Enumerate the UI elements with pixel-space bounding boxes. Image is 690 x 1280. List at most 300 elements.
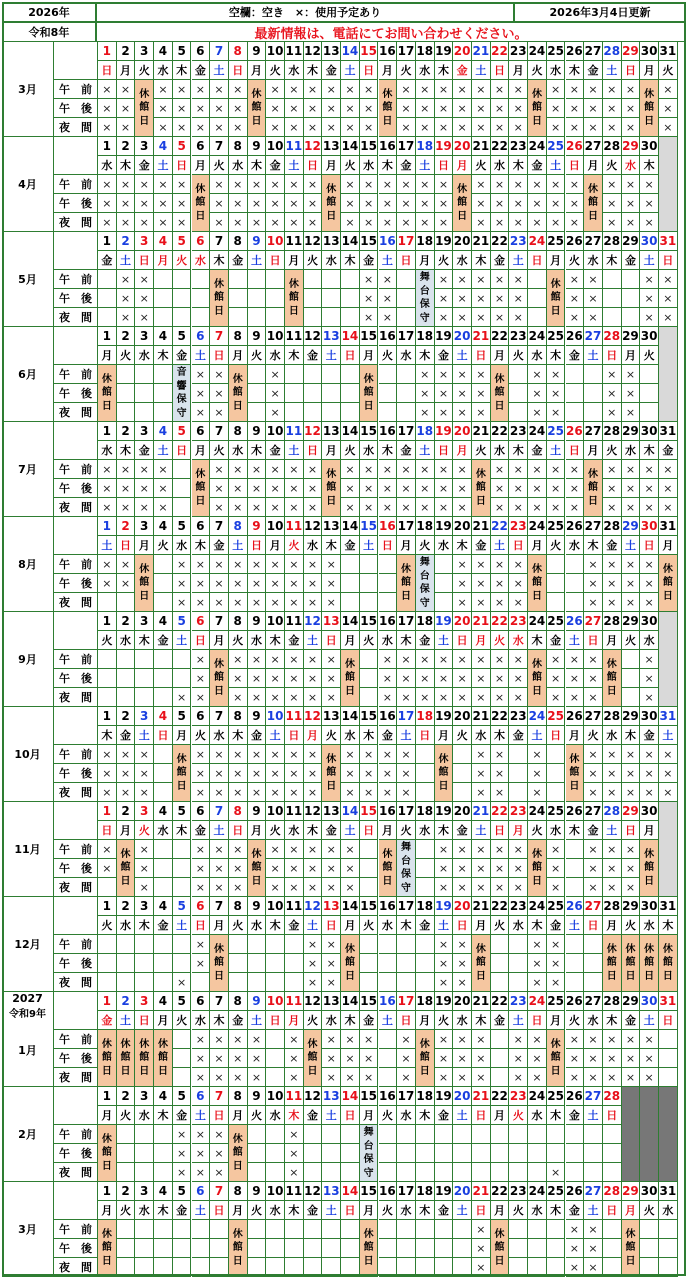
slot-cell — [248, 384, 267, 403]
day-number: 15 — [360, 517, 379, 536]
weekday: 金 — [397, 441, 416, 460]
day-number: 21 — [472, 137, 491, 156]
weekday: 月 — [229, 1106, 248, 1125]
slot-cell: × — [322, 1068, 341, 1087]
slot-cell: × — [416, 403, 435, 422]
day-number: 17 — [397, 517, 416, 536]
weekday: 日 — [341, 1201, 360, 1220]
day-number: 13 — [322, 802, 341, 821]
slot-cell: × — [322, 650, 341, 669]
slot-cell: × — [547, 688, 566, 707]
slot-cell — [659, 1258, 678, 1277]
day-number: 1 — [98, 1182, 117, 1201]
weekday: 日 — [173, 156, 192, 175]
slot-cell: × — [248, 555, 267, 574]
slot-label: 午 前 — [54, 745, 98, 764]
slot-cell: × — [603, 213, 622, 232]
day-number: 13 — [322, 1087, 341, 1106]
slot-cell: × — [266, 99, 285, 118]
slot-cell: × — [229, 650, 248, 669]
weekday: 日 — [360, 821, 379, 840]
slot-cell: × — [435, 954, 454, 973]
day-number: 24 — [528, 612, 547, 631]
day-number: 3 — [135, 992, 154, 1011]
day-number: 8 — [229, 992, 248, 1011]
weekday: 月 — [453, 156, 472, 175]
weekday: 金 — [322, 821, 341, 840]
slot-cell: × — [472, 688, 491, 707]
day-number: 6 — [192, 802, 211, 821]
slot-cell: × — [304, 745, 323, 764]
day-number: 26 — [566, 1087, 585, 1106]
slot-cell: × — [285, 1049, 304, 1068]
weekday: 木 — [117, 156, 136, 175]
slot-cell — [547, 745, 566, 764]
day-number: 11 — [285, 42, 304, 61]
slot-cell: × — [509, 308, 528, 327]
slot-cell: × — [360, 270, 379, 289]
slot-cell: × — [98, 213, 117, 232]
slot-cell: × — [229, 118, 248, 137]
slot-cell: × — [659, 118, 678, 137]
slot-cell — [192, 1239, 211, 1258]
slot-cell: × — [379, 498, 398, 517]
slot-cell: × — [266, 118, 285, 137]
slot-cell — [248, 365, 267, 384]
slot-cell: × — [397, 479, 416, 498]
slot-cell — [154, 859, 173, 878]
weekday: 水 — [528, 1201, 547, 1220]
slot-cell: × — [435, 1068, 454, 1087]
slot-cell: × — [547, 840, 566, 859]
slot-label: 午 後 — [54, 1049, 98, 1068]
weekday: 木 — [192, 536, 211, 555]
slot-cell: × — [192, 688, 211, 707]
weekday: 火 — [135, 61, 154, 80]
weekday: 水 — [584, 1011, 603, 1030]
weekday: 土 — [285, 441, 304, 460]
weekday: 木 — [509, 156, 528, 175]
weekday: 木 — [640, 156, 659, 175]
slot-cell — [491, 1030, 510, 1049]
slot-cell: × — [491, 593, 510, 612]
slot-label: 午 前 — [54, 650, 98, 669]
day-number: 20 — [453, 327, 472, 346]
slot-cell: × — [416, 669, 435, 688]
slot-cell: × — [304, 213, 323, 232]
weekday: 土 — [509, 1011, 528, 1030]
weekday: 水 — [509, 631, 528, 650]
weekday: 土 — [192, 1201, 211, 1220]
slot-label: 午 前 — [54, 555, 98, 574]
slot-cell: × — [416, 118, 435, 137]
slot-cell: × — [528, 935, 547, 954]
day-number: 7 — [210, 1087, 229, 1106]
day-number: 2 — [117, 992, 136, 1011]
slot-cell: × — [472, 118, 491, 137]
slot-cell: × — [360, 479, 379, 498]
weekday: 金 — [453, 821, 472, 840]
weekday: 土 — [192, 346, 211, 365]
slot-cell: × — [509, 213, 528, 232]
slot-cell: × — [341, 783, 360, 802]
weekday: 金 — [491, 1011, 510, 1030]
day-number: 17 — [397, 802, 416, 821]
closed-day-block: 休 館 日 — [360, 1220, 379, 1277]
slot-cell — [304, 308, 323, 327]
slot-cell: × — [584, 840, 603, 859]
weekday: 金 — [98, 251, 117, 270]
day-number: 18 — [416, 897, 435, 916]
day-number: 15 — [360, 707, 379, 726]
weekday: 金 — [98, 1011, 117, 1030]
slot-cell: × — [603, 555, 622, 574]
slot-cell: × — [285, 688, 304, 707]
weekday: 月 — [117, 821, 136, 840]
day-number: 17 — [397, 137, 416, 156]
weekday: 月 — [640, 61, 659, 80]
day-number: 11 — [285, 1182, 304, 1201]
slot-cell: × — [472, 1258, 491, 1277]
slot-cell: × — [603, 403, 622, 422]
weekday: 土 — [453, 346, 472, 365]
slot-cell — [266, 973, 285, 992]
slot-cell — [640, 1258, 659, 1277]
slot-cell: × — [528, 213, 547, 232]
closed-day-block: 休 館 日 — [117, 840, 136, 897]
day-number: 13 — [322, 327, 341, 346]
slot-cell: × — [210, 840, 229, 859]
slot-label: 午 前 — [54, 460, 98, 479]
slot-cell: × — [453, 840, 472, 859]
slot-cell: × — [135, 783, 154, 802]
day-number: 13 — [322, 422, 341, 441]
slot-cell — [341, 289, 360, 308]
slot-cell — [117, 688, 136, 707]
weekday: 月 — [117, 61, 136, 80]
day-number: 8 — [229, 707, 248, 726]
day-number: 19 — [435, 137, 454, 156]
slot-cell — [509, 764, 528, 783]
day-number: 26 — [566, 992, 585, 1011]
weekday: 日 — [117, 536, 136, 555]
day-number: 3 — [135, 802, 154, 821]
slot-cell: × — [584, 859, 603, 878]
day-number: 19 — [435, 992, 454, 1011]
month-label — [2, 327, 54, 422]
weekday: 火 — [210, 441, 229, 460]
slot-cell — [435, 574, 454, 593]
slot-cell — [266, 308, 285, 327]
day-number: 22 — [491, 517, 510, 536]
slot-cell: × — [210, 859, 229, 878]
slot-cell: × — [379, 669, 398, 688]
weekday: 金 — [135, 441, 154, 460]
slot-cell: × — [379, 650, 398, 669]
slot-cell: × — [154, 479, 173, 498]
day-number: 4 — [154, 612, 173, 631]
closed-day-block: 休 館 日 — [98, 1030, 117, 1087]
weekday: 水 — [584, 251, 603, 270]
weekday: 金 — [528, 156, 547, 175]
day-number: 4 — [154, 232, 173, 251]
slot-cell: × — [566, 80, 585, 99]
slot-cell — [117, 650, 136, 669]
weekday: 月 — [248, 821, 267, 840]
slot-cell — [509, 1258, 528, 1277]
day-number: 2 — [117, 612, 136, 631]
slot-cell — [659, 1068, 678, 1087]
slot-cell: × — [397, 118, 416, 137]
slot-cell: × — [472, 175, 491, 194]
slot-cell: × — [173, 80, 192, 99]
slot-cell — [472, 1144, 491, 1163]
slot-cell: × — [266, 764, 285, 783]
slot-cell — [154, 1239, 173, 1258]
slot-cell: × — [117, 498, 136, 517]
weekday: 火 — [640, 1201, 659, 1220]
day-number: 28 — [603, 707, 622, 726]
weekday: 土 — [640, 251, 659, 270]
slot-cell: × — [360, 1030, 379, 1049]
weekday: 月 — [98, 346, 117, 365]
slot-cell: × — [528, 175, 547, 194]
day-number: 21 — [472, 612, 491, 631]
slot-cell — [509, 935, 528, 954]
weekday: 金 — [640, 726, 659, 745]
slot-cell — [360, 954, 379, 973]
slot-cell: × — [192, 669, 211, 688]
day-number: 9 — [248, 992, 267, 1011]
slot-cell — [603, 1220, 622, 1239]
slot-cell: × — [210, 593, 229, 612]
slot-cell — [341, 1125, 360, 1144]
slot-cell: × — [248, 593, 267, 612]
day-number: 25 — [547, 42, 566, 61]
slot-cell: × — [640, 1049, 659, 1068]
closed-day-block: 休 館 日 — [622, 935, 641, 992]
day-number: 17 — [397, 897, 416, 916]
slot-cell — [341, 1163, 360, 1182]
slot-cell: × — [360, 213, 379, 232]
day-number: 21 — [472, 42, 491, 61]
slot-cell: × — [192, 118, 211, 137]
weekday: 木 — [566, 61, 585, 80]
weekday: 木 — [248, 156, 267, 175]
slot-cell: × — [135, 840, 154, 859]
weekday: 土 — [341, 821, 360, 840]
closed-day-block: 休 館 日 — [640, 80, 659, 137]
maintenance-block: 舞 台 保 守 — [397, 840, 416, 897]
slot-cell: × — [491, 175, 510, 194]
slot-cell: × — [584, 574, 603, 593]
slot-cell: × — [192, 859, 211, 878]
slot-cell: × — [322, 118, 341, 137]
slot-cell: × — [341, 840, 360, 859]
weekday: 水 — [248, 631, 267, 650]
day-number: 21 — [472, 517, 491, 536]
weekday: 木 — [341, 251, 360, 270]
slot-cell: × — [472, 308, 491, 327]
slot-cell: × — [603, 1068, 622, 1087]
day-number: 14 — [341, 232, 360, 251]
weekday: 土 — [472, 61, 491, 80]
slot-cell: × — [491, 479, 510, 498]
slot-cell — [154, 688, 173, 707]
weekday: 日 — [640, 536, 659, 555]
slot-cell: × — [640, 783, 659, 802]
weekday: 日 — [622, 61, 641, 80]
slot-cell — [322, 308, 341, 327]
slot-cell: × — [547, 80, 566, 99]
weekday: 水 — [416, 821, 435, 840]
slot-cell: × — [322, 878, 341, 897]
weekday: 月 — [192, 156, 211, 175]
day-number: 14 — [341, 517, 360, 536]
slot-cell: × — [491, 99, 510, 118]
day-number: 25 — [547, 232, 566, 251]
month-label — [2, 897, 54, 992]
slot-cell: × — [416, 194, 435, 213]
slot-cell: × — [210, 1125, 229, 1144]
slot-cell — [266, 1163, 285, 1182]
slot-cell: × — [341, 764, 360, 783]
day-number: 18 — [416, 802, 435, 821]
weekday: 月 — [640, 821, 659, 840]
day-number: 6 — [192, 232, 211, 251]
day-number: 20 — [453, 992, 472, 1011]
slot-cell: × — [192, 1125, 211, 1144]
weekday: 水 — [453, 251, 472, 270]
day-number: 14 — [341, 422, 360, 441]
slot-cell: × — [453, 973, 472, 992]
day-number: 26 — [566, 707, 585, 726]
slot-cell: × — [622, 99, 641, 118]
day-number: 8 — [229, 232, 248, 251]
slot-cell: × — [566, 1068, 585, 1087]
slot-cell — [117, 669, 136, 688]
slot-cell — [322, 1125, 341, 1144]
slot-cell: × — [192, 935, 211, 954]
slot-cell: × — [285, 745, 304, 764]
slot-cell: × — [453, 935, 472, 954]
slot-cell — [341, 555, 360, 574]
slot-cell — [154, 574, 173, 593]
slot-cell — [435, 1144, 454, 1163]
day-number: 28 — [603, 327, 622, 346]
weekday: 月 — [341, 916, 360, 935]
day-number: 15 — [360, 1182, 379, 1201]
slot-cell: × — [210, 1068, 229, 1087]
slot-cell: × — [360, 99, 379, 118]
slot-cell — [266, 270, 285, 289]
slot-cell: × — [192, 384, 211, 403]
slot-cell — [416, 840, 435, 859]
slot-cell: × — [341, 99, 360, 118]
slot-cell — [154, 669, 173, 688]
slot-cell: × — [266, 384, 285, 403]
era-label: 令和9年 — [9, 1009, 46, 1020]
slot-cell — [360, 669, 379, 688]
day-number: 18 — [416, 517, 435, 536]
weekday: 木 — [509, 441, 528, 460]
slot-cell: × — [248, 479, 267, 498]
slot-cell: × — [248, 688, 267, 707]
weekday: 金 — [528, 441, 547, 460]
weekday: 月 — [416, 251, 435, 270]
slot-cell: × — [397, 669, 416, 688]
slot-label: 午 後 — [54, 764, 98, 783]
slot-cell: × — [416, 460, 435, 479]
slot-cell: × — [248, 213, 267, 232]
slot-cell — [248, 289, 267, 308]
slot-cell — [435, 1220, 454, 1239]
slot-cell: × — [566, 479, 585, 498]
month-label — [2, 232, 54, 327]
day-number: 28 — [603, 232, 622, 251]
slot-cell: × — [603, 1030, 622, 1049]
slot-cell: × — [248, 650, 267, 669]
slot-cell — [453, 1163, 472, 1182]
day-number: 7 — [210, 327, 229, 346]
weekday: 日 — [154, 726, 173, 745]
day-number: 2 — [117, 232, 136, 251]
weekday: 木 — [622, 726, 641, 745]
weekday: 水 — [285, 821, 304, 840]
day-number: 15 — [360, 1087, 379, 1106]
day-number: 12 — [304, 327, 323, 346]
month-label — [2, 422, 54, 517]
day-number: 22 — [491, 137, 510, 156]
slot-cell — [360, 574, 379, 593]
slot-cell — [379, 1220, 398, 1239]
slot-cell — [135, 954, 154, 973]
day-number: 19 — [435, 42, 454, 61]
day-number: 1 — [98, 1087, 117, 1106]
slot-cell — [285, 935, 304, 954]
slot-cell — [603, 289, 622, 308]
weekday: 日 — [491, 61, 510, 80]
slot-cell — [566, 403, 585, 422]
weekday: 土 — [453, 1201, 472, 1220]
day-number: 12 — [304, 612, 323, 631]
slot-cell — [173, 669, 192, 688]
day-number: 23 — [509, 517, 528, 536]
closed-day-block: 休 館 日 — [210, 270, 229, 327]
day-number: 4 — [154, 1087, 173, 1106]
day-number: 6 — [192, 42, 211, 61]
day-number: 24 — [528, 327, 547, 346]
day-number: 3 — [135, 517, 154, 536]
day-number: 6 — [192, 327, 211, 346]
day-number: 5 — [173, 992, 192, 1011]
weekday: 土 — [248, 1011, 267, 1030]
slot-cell — [154, 650, 173, 669]
day-number: 8 — [229, 612, 248, 631]
weekday: 月 — [491, 1201, 510, 1220]
slot-cell — [379, 1068, 398, 1087]
weekday: 木 — [135, 916, 154, 935]
slot-cell: × — [509, 460, 528, 479]
weekday: 水 — [154, 61, 173, 80]
slot-cell — [98, 669, 117, 688]
slot-cell — [266, 1144, 285, 1163]
weekday: 日 — [435, 441, 454, 460]
day-number: 20 — [453, 897, 472, 916]
day-number: 19 — [435, 1087, 454, 1106]
slot-cell — [266, 935, 285, 954]
weekday: 日 — [210, 1201, 229, 1220]
